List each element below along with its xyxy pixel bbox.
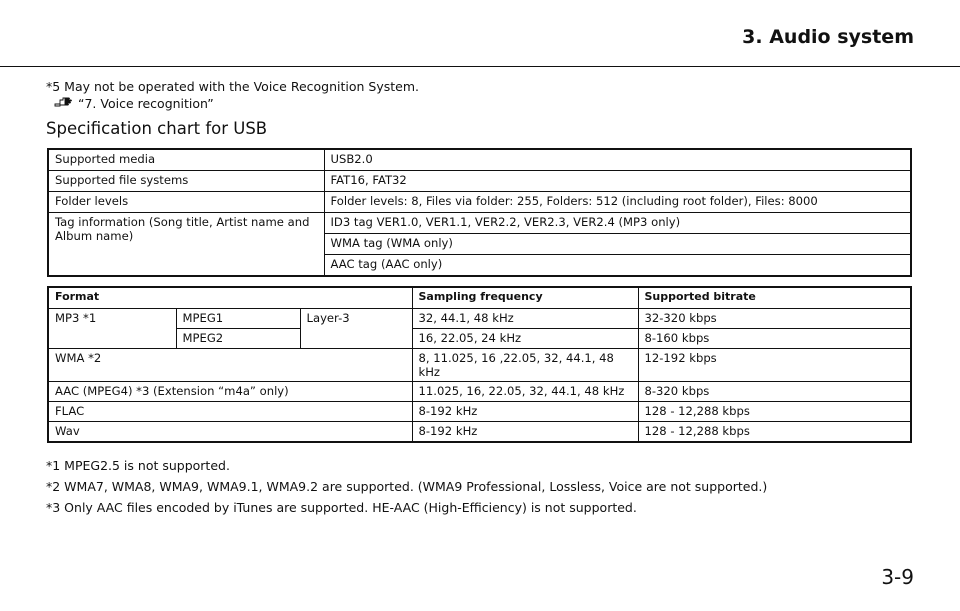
format-cell: WMA *2 (48, 349, 412, 382)
sampling-cell: 8-192 kHz (412, 422, 638, 443)
format-table (47, 286, 912, 443)
spec-value: AAC tag (AAC only) (324, 255, 911, 277)
bitrate-cell: 12-192 kbps (638, 349, 911, 382)
spec-label: Supported media (48, 149, 324, 171)
format-cell: MP3 *1 (48, 309, 176, 349)
footnote-3: *3 Only AAC files encoded by iTunes are supported. HE-AAC (High-Efficiency) is not supported. (46, 500, 637, 515)
voice-recognition-reference[interactable] (54, 95, 214, 113)
table-row (48, 171, 911, 192)
table-row (48, 402, 911, 422)
bitrate-cell: 8-160 kbps (638, 329, 911, 349)
spec-value: WMA tag (WMA only) (324, 234, 911, 255)
table-row (48, 422, 911, 443)
header-format: Format (48, 287, 412, 309)
section-title: 3. Audio system (742, 26, 914, 48)
table-row (48, 192, 911, 213)
table-row (48, 149, 911, 171)
spec-label: Folder levels (48, 192, 324, 213)
page-number: 3-9 (881, 565, 914, 589)
bitrate-cell: 8-320 kbps (638, 382, 911, 402)
sampling-cell: 8-192 kHz (412, 402, 638, 422)
sampling-cell: 16, 22.05, 24 kHz (412, 329, 638, 349)
usb-spec-table (47, 148, 912, 277)
spec-label: Tag information (Song title, Artist name and Album name) (48, 213, 324, 277)
table-row (48, 213, 911, 234)
format-cell: FLAC (48, 402, 412, 422)
mpeg-version: MPEG2 (176, 329, 300, 349)
table-row (48, 349, 911, 382)
bitrate-cell: 32-320 kbps (638, 309, 911, 329)
pointing-hand-icon (54, 95, 74, 113)
spec-value: FAT16, FAT32 (324, 171, 911, 192)
table-row (48, 382, 911, 402)
section-heading: Specification chart for USB (46, 119, 268, 138)
format-cell: Wav (48, 422, 412, 443)
sampling-cell: 8, 11.025, 16 ,22.05, 32, 44.1, 48 kHz (412, 349, 638, 382)
spec-label: Supported file systems (48, 171, 324, 192)
header-bitrate: Supported bitrate (638, 287, 911, 309)
table-row (48, 329, 911, 349)
note-5: *5 May not be operated with the Voice Recognition System. (46, 79, 419, 94)
footnote-2: *2 WMA7, WMA8, WMA9, WMA9.1, WMA9.2 are supported. (WMA9 Professional, Lossless, Voice are not supported.) (46, 479, 768, 494)
format-cell: AAC (MPEG4) *3 (Extension “m4a” only) (48, 382, 412, 402)
sampling-cell: 11.025, 16, 22.05, 32, 44.1, 48 kHz (412, 382, 638, 402)
spec-value: Folder levels: 8, Files via folder: 255, Folders: 512 (including root folder), Files: 8000 (324, 192, 911, 213)
mpeg-version: MPEG1 (176, 309, 300, 329)
sampling-cell: 32, 44.1, 48 kHz (412, 309, 638, 329)
spec-value: USB2.0 (324, 149, 911, 171)
header-sampling: Sampling frequency (412, 287, 638, 309)
layer-cell: Layer-3 (300, 309, 412, 349)
reference-label: “7. Voice recognition” (78, 96, 214, 111)
table-header-row (48, 287, 911, 309)
spec-value: ID3 tag VER1.0, VER1.1, VER2.2, VER2.3, VER2.4 (MP3 only) (324, 213, 911, 234)
table-row (48, 309, 911, 329)
footnote-1: *1 MPEG2.5 is not supported. (46, 458, 230, 473)
header-rule (0, 66, 960, 67)
bitrate-cell: 128 - 12,288 kbps (638, 402, 911, 422)
bitrate-cell: 128 - 12,288 kbps (638, 422, 911, 443)
